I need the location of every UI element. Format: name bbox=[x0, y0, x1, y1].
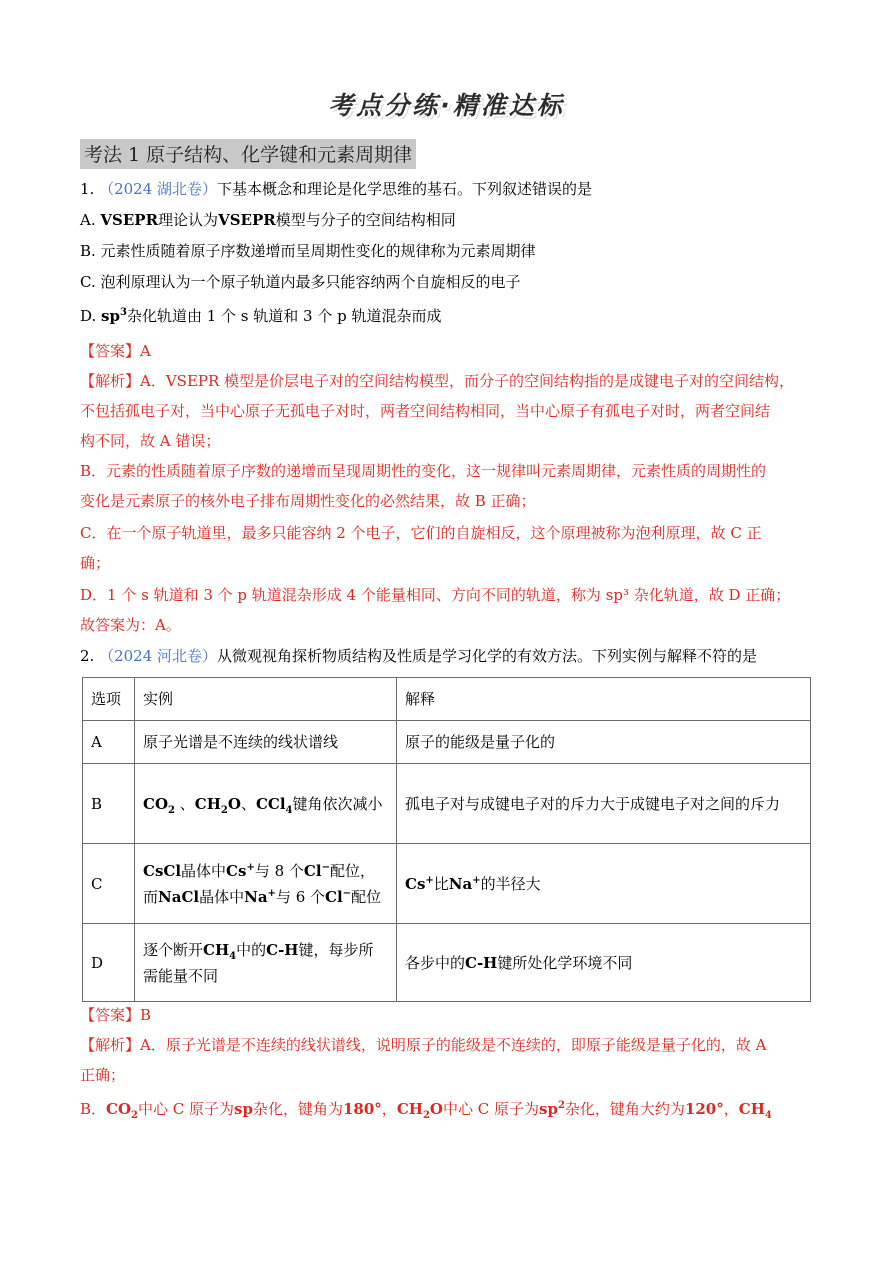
row-label: C bbox=[83, 844, 135, 924]
table-row bbox=[83, 924, 811, 1002]
row-label: D bbox=[83, 924, 135, 1002]
table-header: 选项 bbox=[83, 678, 135, 721]
q1-analysis-line: 确； bbox=[80, 554, 111, 572]
row-example: CsCl晶体中Cs+与 8 个Cl−配位， 而NaCl晶体中Na+与 6 个Cl−配位 bbox=[135, 844, 397, 924]
q1-analysis-line: 变化是元素原子的核外电子排布周期性变化的必然结果，故 B 正确； bbox=[80, 492, 536, 510]
q2-analysis-line: B．$CO_2$中心 C 原子为sp杂化，键角为180°，$CH_2O$中心 C 原子为$sp^2$杂化，键角大约为120°，$CH_4$ bbox=[80, 1100, 772, 1121]
q2-analysis-line: 正确； bbox=[80, 1066, 126, 1084]
q1-option-b: B. 元素性质随着原子序数递增而呈周期性变化的规律称为元素周期律 bbox=[80, 242, 536, 260]
row-explain: 孤电子对与成键电子对的斥力大于成键电子对之间的斥力 bbox=[397, 764, 811, 844]
row-example: 逐个断开$CH_4$中的C-H键，每步所需能量不同 bbox=[135, 924, 397, 1002]
q1-analysis-line: C．在一个原子轨道里，最多只能容纳 2 个电子，它们的自旋相反，这个原理被称为泡利原理，故 C 正 bbox=[80, 524, 762, 542]
table-header: 解释 bbox=[397, 678, 811, 721]
q1-option-a: A. VSEPR理论认为VSEPR模型与分子的空间结构相同 bbox=[80, 211, 456, 229]
q2-source: （2024 河北卷） bbox=[99, 647, 218, 665]
q1-answer: 【答案】A bbox=[80, 342, 151, 360]
row-explain: Cs+比Na+的半径大 bbox=[397, 844, 811, 924]
section-heading: 考法 1 原子结构、化学键和元素周期律 bbox=[80, 139, 416, 169]
table-row bbox=[83, 764, 811, 844]
table-row bbox=[83, 721, 811, 764]
table-header: 实例 bbox=[135, 678, 397, 721]
row-example: $CO_2$ 、$CH_2O$、CCl$_4$键角依次减小 bbox=[135, 764, 397, 844]
q2-analysis-line: 【解析】A．原子光谱是不连续的线状谱线，说明原子的能级是不连续的，即原子能级是量子化的，故 A bbox=[80, 1036, 767, 1054]
q1-source: （2024 湖北卷） bbox=[99, 180, 218, 198]
q2-options-table bbox=[82, 677, 811, 1002]
row-explain: 原子的能级是量子化的 bbox=[397, 721, 811, 764]
q1-stem: 1. （2024 湖北卷）下基本概念和理论是化学思维的基石。下列叙述错误的是 bbox=[80, 180, 593, 198]
q1-analysis-line: 故答案为：A。 bbox=[80, 616, 181, 634]
q1-analysis-line: D．1 个 s 轨道和 3 个 p 轨道混杂形成 4 个能量相同、方向不同的轨道，称为 sp³ 杂化轨道，故 D 正确； bbox=[80, 586, 791, 604]
row-label: A bbox=[83, 721, 135, 764]
row-explain: 各步中的C-H键所处化学环境不同 bbox=[397, 924, 811, 1002]
table-header-row bbox=[83, 678, 811, 721]
q1-option-c: C. 泡利原理认为一个原子轨道内最多只能容纳两个自旋相反的电子 bbox=[80, 273, 521, 291]
q1-option-d: D. $sp^3$杂化轨道由 1 个 s 轨道和 3 个 p 轨道混杂而成 bbox=[80, 307, 442, 325]
q1-analysis-line: 不包括孤电子对，当中心原子无孤电子对时，两者空间结构相同，当中心原子有孤电子对时，两者空间结 bbox=[80, 402, 771, 420]
banner-title: 考点分练·精准达标 bbox=[328, 91, 565, 120]
q1-analysis-line: 【解析】A．VSEPR 模型是价层电子对的空间结构模型，而分子的空间结构指的是成键电子对的空间结构， bbox=[80, 372, 795, 390]
q1-analysis-line: 构不同，故 A 错误； bbox=[80, 432, 221, 450]
q1-analysis-line: B．元素的性质随着原子序数的递增而呈现周期性的变化，这一规律叫元素周期律，元素性质的周期性的 bbox=[80, 462, 767, 480]
table-row bbox=[83, 844, 811, 924]
row-label: B bbox=[83, 764, 135, 844]
row-example: 原子光谱是不连续的线状谱线 bbox=[135, 721, 397, 764]
q2-answer: 【答案】B bbox=[80, 1006, 152, 1024]
q2-stem: 2. （2024 河北卷）从微观视角探析物质结构及性质是学习化学的有效方法。下列实例与解释不符的是 bbox=[80, 647, 758, 665]
